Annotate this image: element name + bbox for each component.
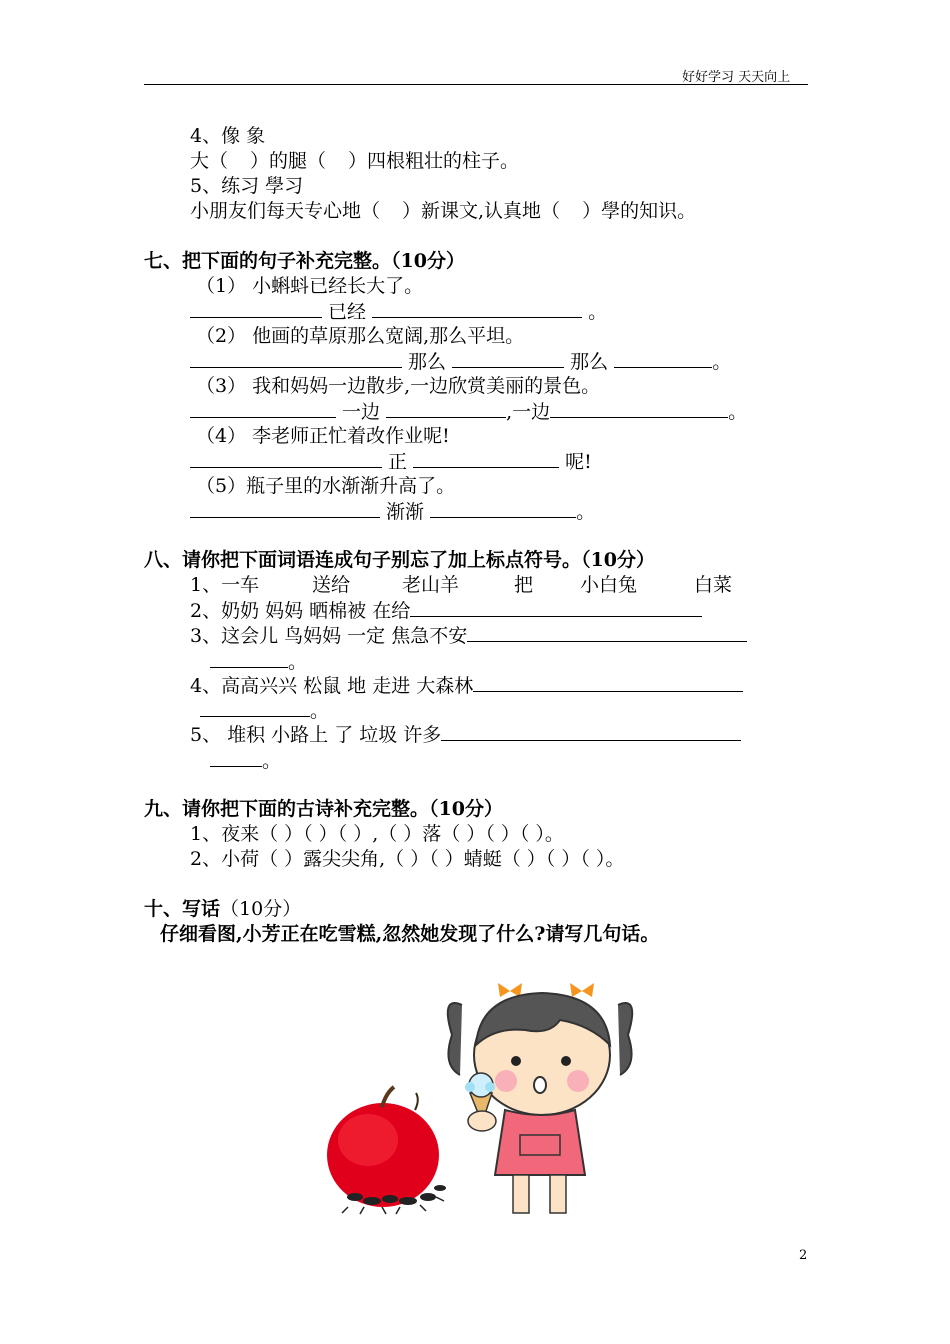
q7-4-answer	[190, 449, 592, 474]
q6-5-part: 小朋友们每天专心地（	[190, 200, 381, 222]
q7-1-prompt: （1） 小蝌蚪已经长大了。	[196, 275, 424, 297]
q8-2	[190, 598, 702, 623]
answer-line[interactable]	[441, 722, 741, 741]
answer-line[interactable]	[210, 649, 288, 668]
section7-title: 七、把下面的句子补充完整。（10分）	[144, 250, 465, 272]
blank[interactable]	[190, 299, 322, 318]
word-list: 5、 堆积 小路上 了 垃圾 许多	[190, 724, 442, 746]
apple-image	[327, 1087, 439, 1207]
q8-4-cont	[200, 698, 329, 723]
word: 小白兔	[580, 574, 638, 596]
q7-1-answer	[190, 299, 607, 324]
q8-3	[190, 623, 747, 648]
section10-heading: 十、写话	[144, 898, 221, 920]
q6-4-part: ）的腿（	[250, 150, 327, 172]
blank[interactable]	[413, 449, 559, 468]
word: ,一边	[506, 401, 551, 423]
word: 呢!	[565, 451, 592, 473]
section10-score: （10分）	[220, 898, 302, 920]
answer-line[interactable]	[467, 623, 747, 642]
blank[interactable]	[372, 299, 582, 318]
q7-2-answer	[190, 349, 731, 374]
q7-2-prompt: （2） 他画的草原那么宽阔,那么平坦。	[196, 325, 525, 347]
q7-3-prompt: （3） 我和妈妈一边散步,一边欣赏美丽的景色。	[196, 375, 601, 397]
blank[interactable]	[386, 399, 506, 418]
poem-line-1: 1、夜来（ ）（ ）（ ）,（ ）落（ ）（ ）（ ）。	[190, 823, 564, 845]
answer-line[interactable]	[473, 673, 743, 692]
word: 那么	[408, 351, 447, 373]
word: 白菜	[694, 574, 733, 596]
word: 1、一车	[190, 574, 260, 596]
section8-title: 八、请你把下面词语连成句子别忘了加上标点符号。（10分）	[144, 549, 655, 571]
q6-4-part: 大（	[190, 150, 229, 172]
blank[interactable]	[190, 349, 402, 368]
word: 送给	[312, 574, 351, 596]
q6-5-part: ）新课文,认真地（	[402, 200, 561, 222]
blank[interactable]	[614, 349, 712, 368]
section10-title	[144, 897, 301, 921]
blank[interactable]	[550, 399, 728, 418]
q7-3-answer	[190, 399, 747, 424]
q6-5-text	[190, 199, 696, 223]
q6-4-label: 4、像 象	[190, 125, 266, 147]
q6-4-text	[190, 149, 519, 173]
word: 。	[728, 401, 748, 423]
word: 老山羊	[402, 574, 460, 596]
girl-image	[448, 983, 632, 1213]
blank[interactable]	[190, 399, 336, 418]
writing-instruction: 仔细看图,小芳正在吃雪糕,忽然她发现了什么?请写几句话。	[160, 923, 660, 945]
q7-5-prompt: （5）瓶子里的水渐渐升高了。	[196, 475, 456, 497]
blank[interactable]	[190, 449, 382, 468]
q6-5-part: ）學的知识。	[582, 200, 697, 222]
q6-4-part: ）四根粗壮的柱子。	[348, 150, 520, 172]
word: 。	[712, 351, 732, 373]
q8-5-cont	[210, 748, 281, 773]
word: 已经	[328, 301, 367, 323]
word-list: 2、奶奶 妈妈 晒棉被 在给	[190, 600, 411, 622]
q8-5	[190, 722, 741, 747]
q8-3-cont	[210, 649, 307, 674]
q7-4-prompt: （4） 李老师正忙着改作业呢!	[196, 425, 450, 447]
word: 把	[514, 574, 534, 596]
q6-5-label: 5、练习 學习	[190, 175, 304, 197]
q8-4	[190, 673, 743, 698]
header-rule	[144, 84, 808, 85]
q7-5-answer	[190, 499, 595, 524]
word: 正	[388, 451, 408, 473]
period: 。	[262, 750, 282, 772]
header-motto: 好好学习 天天向上	[682, 70, 791, 85]
period: 。	[288, 651, 308, 673]
period: 。	[310, 700, 330, 722]
word-list: 4、高高兴兴 松鼠 地 走进 大森林	[190, 675, 474, 697]
word: 一边	[342, 401, 381, 423]
answer-line[interactable]	[410, 598, 702, 617]
word-list: 3、这会儿 鸟妈妈 一定 焦急不安	[190, 625, 468, 647]
page-number: 2	[799, 1248, 808, 1263]
word: 。	[588, 301, 608, 323]
section9-title: 九、请你把下面的古诗补充完整。（10分）	[144, 798, 503, 820]
illustration	[320, 975, 640, 1225]
word: 渐渐	[386, 501, 425, 523]
answer-line[interactable]	[200, 698, 310, 717]
blank[interactable]	[430, 499, 576, 518]
word: 。	[576, 501, 596, 523]
blank[interactable]	[190, 499, 380, 518]
answer-line[interactable]	[210, 748, 262, 767]
blank[interactable]	[452, 349, 564, 368]
poem-line-2: 2、小荷（ ）露尖尖角,（ ）（ ）蜻蜓（ ）（ ）（ ）。	[190, 848, 625, 870]
word: 那么	[570, 351, 609, 373]
